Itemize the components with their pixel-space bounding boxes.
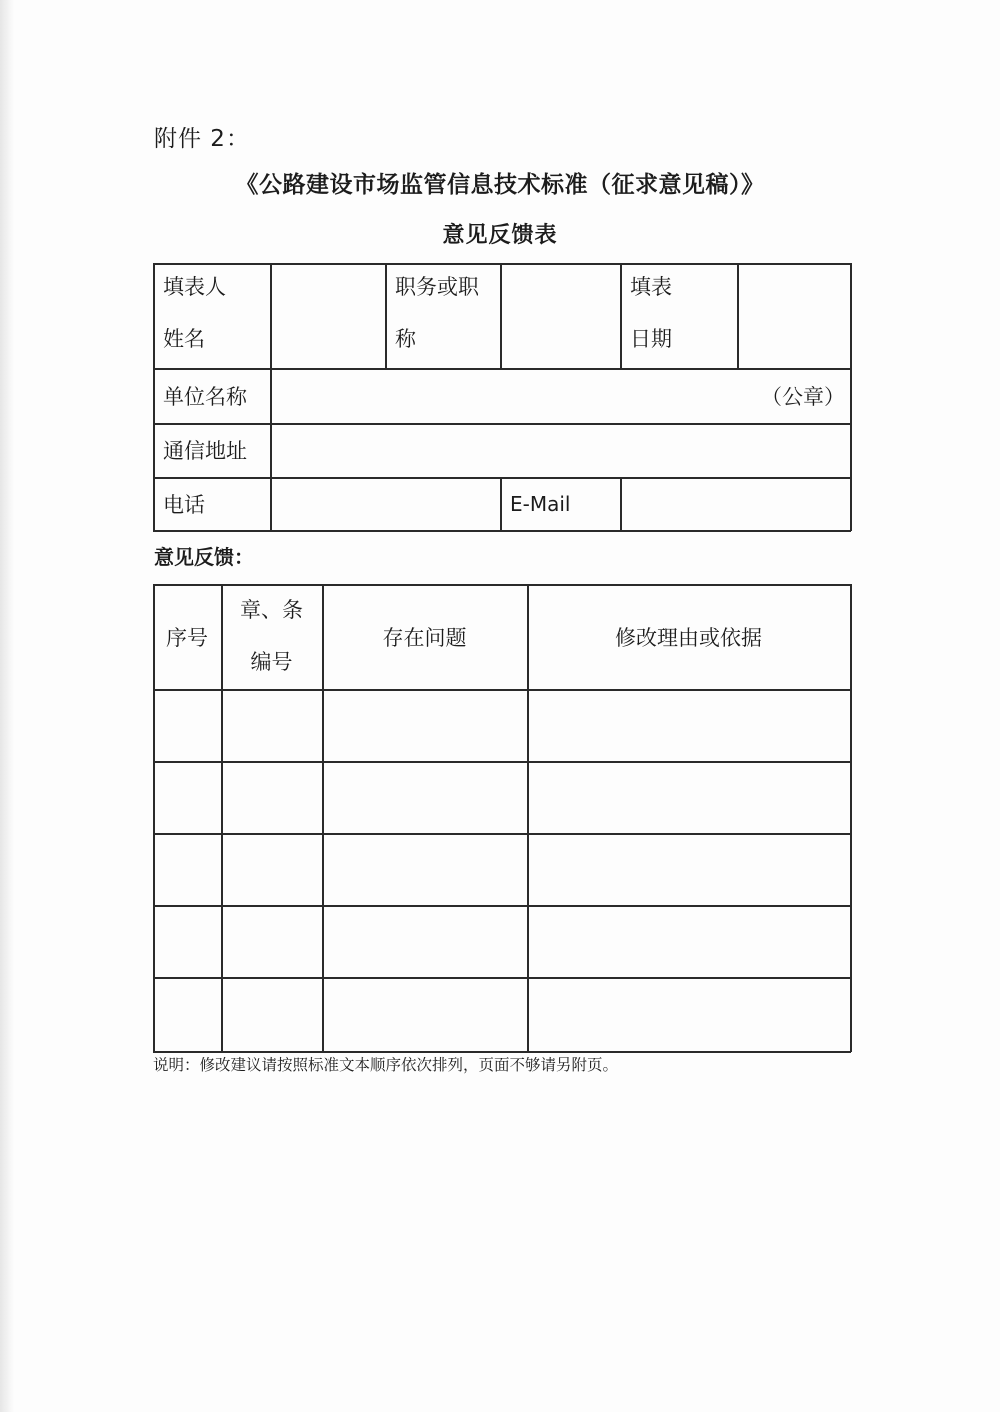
address-field[interactable] [272,425,849,476]
issue-field[interactable] [324,835,526,904]
clause-field[interactable] [223,835,321,904]
name-label: 填表人 姓名 [163,275,226,351]
seq-field[interactable] [155,907,220,976]
position-label: 职务或职 称 [395,275,479,351]
email-field[interactable] [622,479,849,529]
header-seq: 序号 [166,625,208,650]
scan-page-edge [0,0,14,1412]
address-label: 通信地址 [163,439,247,463]
table-border [850,263,852,531]
header-issue: 存在问题 [382,625,467,650]
email-label: E-Mail [510,491,571,516]
document-title: 《公路建设市场监管信息技术标准（征求意见稿）》 [235,172,765,198]
form-title: 意见反馈表 [442,223,558,248]
name-field[interactable] [272,265,384,367]
phone-field[interactable] [272,479,499,529]
seq-field[interactable] [155,979,220,1050]
issue-field[interactable] [324,907,526,976]
issue-field[interactable] [324,691,526,760]
issue-field[interactable] [324,763,526,832]
clause-field[interactable] [223,979,321,1050]
seq-field[interactable] [155,691,220,760]
clause-field[interactable] [223,763,321,832]
org-label: 单位名称 [163,384,247,409]
org-field[interactable] [272,370,742,422]
seq-field[interactable] [155,763,220,832]
clause-field[interactable] [223,691,321,760]
table-border [153,530,851,532]
reason-field[interactable] [529,763,849,832]
header-reason: 修改理由或依据 [615,625,762,650]
reason-field[interactable] [529,979,849,1050]
date-label: 填表 日期 [630,275,672,351]
date-field[interactable] [739,265,849,367]
reason-field[interactable] [529,691,849,760]
clause-field[interactable] [223,907,321,976]
feedback-section-label: 意见反馈： [154,545,254,569]
phone-label: 电话 [163,492,205,517]
reason-field[interactable] [529,907,849,976]
attachment-label: 附件 2： [154,126,250,152]
position-field[interactable] [502,265,619,367]
seal-note: （公章） [761,384,845,409]
seq-field[interactable] [155,835,220,904]
header-clause: 章、条 编号 [240,598,303,674]
issue-field[interactable] [324,979,526,1050]
footnote: 说明：修改建议请按照标准文本顺序依次排列，页面不够请另附页。 [153,1056,619,1074]
table-border [850,584,852,1052]
reason-field[interactable] [529,835,849,904]
